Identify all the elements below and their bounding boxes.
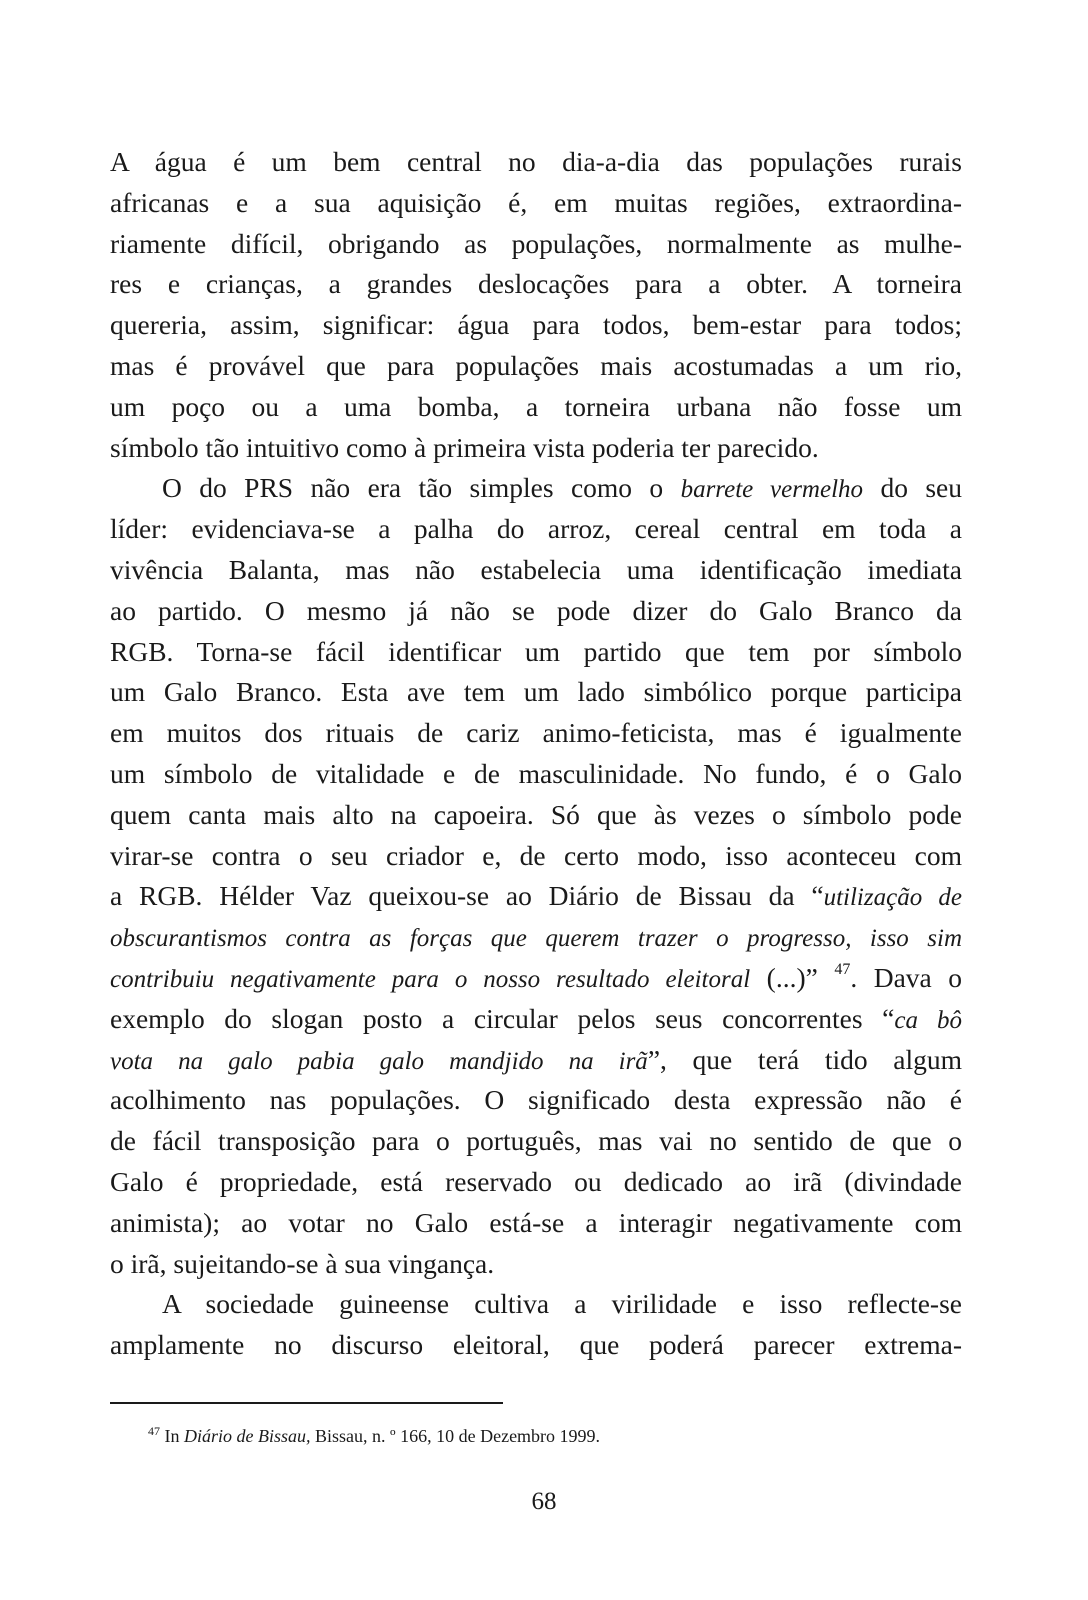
- page-number: 68: [531, 1488, 557, 1515]
- text-line: africanas e a sua aquisição é, em muitas regiões, extraordina-: [110, 186, 962, 218]
- text-line: contribuiu negativamente para o nosso resultado eleitoral (...)” $^{47}$. Dava o: [110, 960, 962, 993]
- text-line: acolhimento nas populações. O significado desta expressão não é: [110, 1084, 962, 1116]
- text-line: quem canta mais alto na capoeira. Só que às vezes o símbolo pode: [110, 798, 962, 830]
- text-line: a RGB. Hélder Vaz queixou-se ao Diário de Bissau da “utilização de: [110, 880, 962, 912]
- text-line: em muitos dos rituais de cariz animo-feticista, mas é igualmente: [110, 717, 962, 749]
- text-line: obscurantismos contra as forças que querem trazer o progresso, isso sim: [110, 925, 962, 953]
- text-line: O do PRS não era tão simples como o barrete vermelho do seu: [162, 472, 962, 504]
- text-line: A água é um bem central no dia-a-dia das populações rurais: [110, 146, 962, 177]
- text-line: líder: evidenciava-se a palha do arroz, cereal central em toda a: [110, 513, 962, 545]
- text-line: o irã, sujeitando-se à sua vingança.: [110, 1247, 495, 1279]
- text-line: mas é provável que para populações mais acostumadas a um rio,: [110, 349, 962, 381]
- text-line: um Galo Branco. Esta ave tem um lado simbólico porque participa: [110, 676, 962, 708]
- text-line: virar-se contra o seu criador e, de certo modo, isso aconteceu com: [110, 839, 962, 871]
- text-line: exemplo do slogan posto a circular pelos seus concorrentes “ca bô: [110, 1002, 962, 1034]
- text-line: riamente difícil, obrigando as populações, normalmente as mulhe-: [110, 227, 962, 259]
- text-line: ao partido. O mesmo já não se pode dizer do Galo Branco da: [110, 594, 962, 626]
- main-text: [110, 142, 962, 1366]
- text-line: animista); ao votar no Galo está-se a interagir negativamente com: [110, 1206, 962, 1238]
- text-line: RGB. Torna-se fácil identificar um partido que tem por símbolo: [110, 635, 962, 667]
- footnote-number: 47: [148, 1424, 160, 1438]
- text-line: um poço ou a uma bomba, a torneira urbana não fosse um: [110, 390, 962, 422]
- text-line: vivência Balanta, mas não estabelecia uma identificação imediata: [110, 553, 962, 585]
- footnote-ref: 47: [834, 960, 851, 978]
- text-line: A sociedade guineense cultiva a virilidade e isso reflecte-se: [162, 1288, 962, 1320]
- text-line: amplamente no discurso eleitoral, que poderá parecer extrema-: [110, 1329, 962, 1361]
- text-line: um símbolo de vitalidade e de masculinidade. No fundo, é o Galo: [110, 757, 962, 789]
- text-line: res e crianças, a grandes deslocações para a obter. A torneira: [110, 268, 962, 300]
- text-line: quereria, assim, significar: água para todos, bem-estar para todos;: [110, 309, 962, 341]
- text-line: vota na galo pabia galo mandjido na irã”, que terá tido algum: [110, 1043, 963, 1075]
- text-line: Galo é propriedade, está reservado ou dedicado ao irã (divindade: [110, 1165, 962, 1197]
- footnote-rule: [110, 1402, 503, 1404]
- text-line: símbolo tão intuitivo como à primeira vista poderia ter parecido.: [110, 431, 819, 463]
- footnote: $^{47}$ In Diário de Bissau, Bissau, n. º 166, 10 de Dezembro 1999.: [148, 1424, 601, 1446]
- text-line: de fácil transposição para o português, mas vai no sentido de que o: [110, 1125, 962, 1157]
